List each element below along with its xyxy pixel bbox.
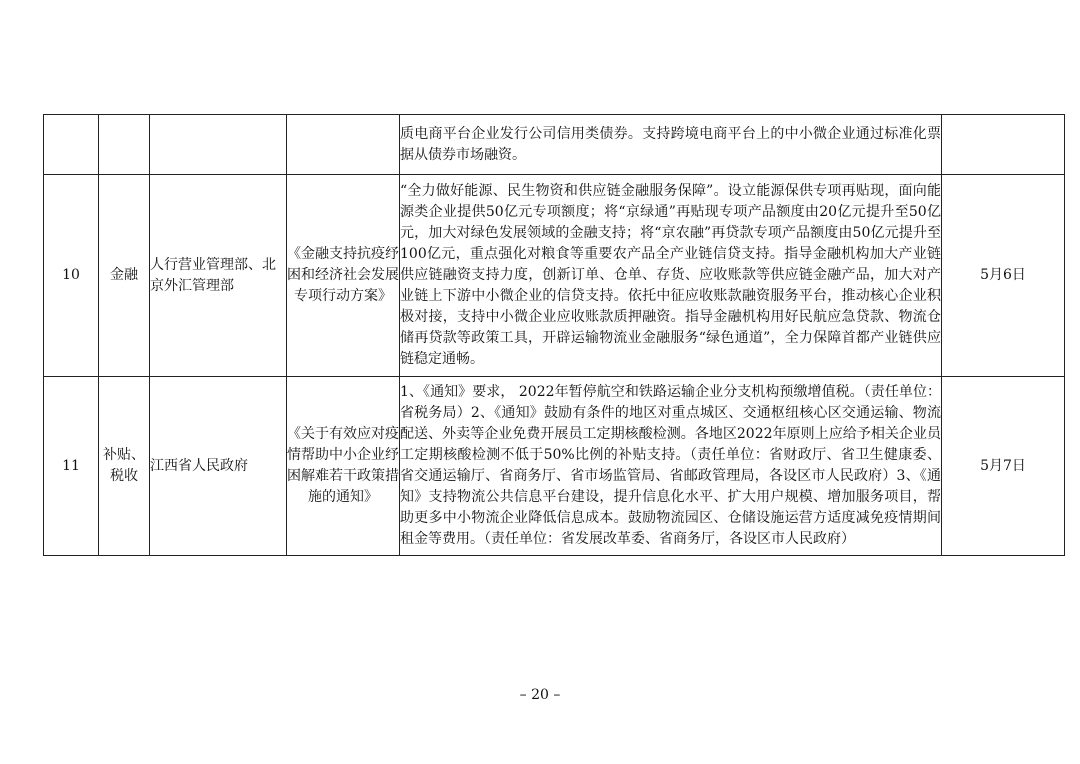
- row-content: 1、《通知》要求， 2022年暂停航空和铁路运输企业分支机构预缴增值税。（责任单位：省税务局）2、《通知》鼓励有条件的地区对重点城区、交通枢纽核心区交通运输、物流配送、外卖等企业免费开展员工定期核酸检测。各地区2022年原则上应给予相关企业员工定期核酸检测不低于50%比例的补贴支持。（责任单位：省财政厅、省卫生健康委、省交通运输厅、省商务厅、省市场监管局、省邮政管理局，各设区市人民政府）3、《通知》支持物流公共信息平台建设，提升信息化水平、扩大用户规模、增加服务项目，帮助更多中小物流企业降低信息成本。鼓励物流园区、仓储设施运营方适度减免疫情期间租金等费用。（责任单位：省发展改革委、省商务厅，各设区市人民政府）: [400, 377, 942, 556]
- row-number: 11: [44, 377, 99, 556]
- page-number: – 20 –: [519, 687, 561, 703]
- table-row: [44, 175, 1065, 377]
- row-document: [287, 115, 400, 175]
- row-date: 5月6日: [942, 175, 1065, 377]
- policy-table: [43, 114, 1065, 556]
- row-document: 《金融支持抗疫纾困和经济社会发展专项行动方案》: [287, 175, 400, 377]
- table-row: [44, 115, 1065, 175]
- row-number: 10: [44, 175, 99, 377]
- row-department: 江西省人民政府: [150, 377, 287, 556]
- row-category: [99, 115, 150, 175]
- row-department: 人行营业管理部、北京外汇管理部: [150, 175, 287, 377]
- row-date: 5月7日: [942, 377, 1065, 556]
- row-content: 质电商平台企业发行公司信用类债券。支持跨境电商平台上的中小微企业通过标准化票据从债券市场融资。: [400, 115, 942, 175]
- row-number: [44, 115, 99, 175]
- row-department: [150, 115, 287, 175]
- row-content: “全力做好能源、民生物资和供应链金融服务保障”。设立能源保供专项再贴现，面向能源类企业提供50亿元专项额度；将“京绿通”再贴现专项产品额度由20亿元提升至50亿元，加大对绿色发展领域的金融支持；将“京农融”再贷款专项产品额度由50亿元提升至100亿元，重点强化对粮食等重要农产品全产业链信贷支持。指导金融机构加大产业链供应链融资支持力度，创新订单、仓单、存货、应收账款等供应链金融产品，加大对产业链上下游中小微企业的信贷支持。依托中征应收账款融资服务平台，推动核心企业积极对接，支持中小微企业应收账款质押融资。指导金融机构用好民航应急贷款、物流仓储再贷款等政策工具，开辟运输物流业金融服务“绿色通道”，全力保障首都产业链供应链稳定通畅。: [400, 175, 942, 377]
- row-document: 《关于有效应对疫情帮助中小企业纾困解难若干政策措施的通知》: [287, 377, 400, 556]
- row-category: 金融: [99, 175, 150, 377]
- table-row: [44, 377, 1065, 556]
- row-category: 补贴、税收: [99, 377, 150, 556]
- row-date: [942, 115, 1065, 175]
